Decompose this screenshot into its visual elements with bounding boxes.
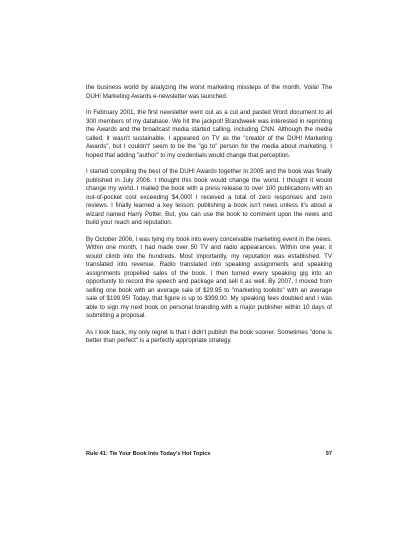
- page-body: [86, 84, 332, 354]
- paragraph-4: By October 2006, I was tying my book into every conceivable marketing event in the news. Within one month, I had made over 50 TV and radio appearances. Within one year, it would climb into the hundreds. Most importantly, my reputation was established. TV translated into revenue. Radio translated into speaking assignments and speaking assignments propelled sales of the book. I then turned every speaking gig into an opportunity to record the speech and package and sell it as well. By 2007, I moved from selling one book with an average sale of $29.95 to "marketing toolkits" with an average sale of $199.95! Today, that figure is up to $399.00. My speaking fees doubled and I was able to sign my next book on personal branding with a major publisher within 10 days of submitting a proposal.: [86, 235, 332, 319]
- page-number: 97: [325, 451, 332, 457]
- page-footer: [86, 451, 332, 457]
- paragraph-3: I started compiling the best of the DUH! Awards together in 2005 and the book was finally published in July 2006. I thought this book would change the world. I thought it would change my world. I mailed the book with a press release to over 100 publications with an out-of-pocket cost exceeding $4,000! I received a total of zero responses and zero reviews. I finally learned a key lesson: publishing a book isn't news unless it's about a wizard named Harry Potter. But, you can use the book to comment upon the news and build your reach and reputation.: [86, 168, 332, 226]
- paragraph-5: As I look back, my only regret is that I didn't publish the book sooner. Sometimes "done is better than perfect" is a perfectly appropriate strategy.: [86, 328, 332, 344]
- paragraph-2: In February 2001, the first newsletter went out as a cut and pasted Word document to all 300 members of my database. We hit the jackpot! Brandweek was interested in reprinting the Awards and the broadcast media started calling, including CNN. Although the media called, it wasn't sustainable. I appeared on TV as the "creator of the DUH! Marketing Awards", but I couldn't' seem to be the "go to" person for the media about marketing. I hoped that adding "author" to my credentials would change that perception.: [86, 109, 332, 159]
- paragraph-1: the business world by analyzing the worst marketing missteps of the month. Voila! The DUH! Marketing Awards e-newsletter was launched.: [86, 84, 332, 100]
- chapter-title: Rule 41: Tie Your Book Into Today's Hot Topics: [86, 451, 211, 457]
